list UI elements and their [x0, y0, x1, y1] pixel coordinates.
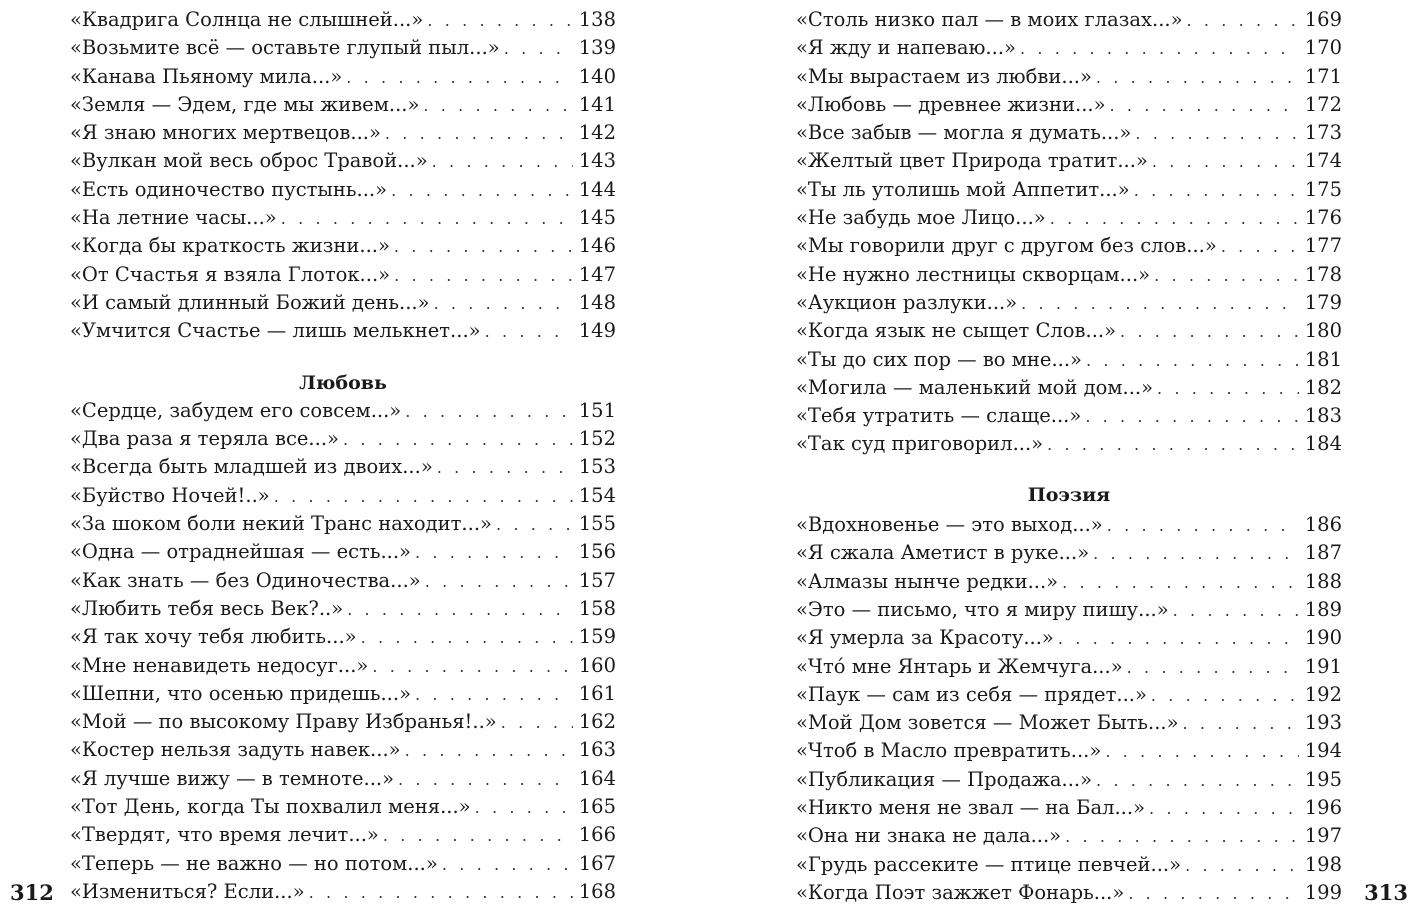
- toc-entry-page: 178: [1304, 262, 1342, 286]
- toc-entry-page: 191: [1304, 654, 1342, 678]
- dot-leader: [1134, 177, 1299, 205]
- dot-leader: [394, 262, 573, 290]
- dot-leader: [1058, 625, 1299, 653]
- toc-entry-title: «Мой Дом зовется — Может Быть...»: [796, 711, 1179, 735]
- toc-entry-page: 169: [1304, 8, 1342, 31]
- toc-entry-title: «Я лучше вижу — в темноте...»: [70, 766, 395, 790]
- dot-leader: [1021, 290, 1299, 318]
- toc-entry-page: 180: [1304, 319, 1342, 343]
- dot-leader: [1047, 431, 1299, 459]
- toc-entry: [796, 232, 1342, 260]
- toc-group: [70, 397, 616, 906]
- toc-entry-page: 140: [578, 64, 616, 88]
- dot-leader: [1093, 540, 1299, 568]
- toc-entry-page: 188: [1304, 569, 1342, 593]
- toc-entry-title: «Вулкан мой весь оброс Травой...»: [70, 149, 428, 173]
- toc-entry: [796, 402, 1342, 430]
- dot-leader: [405, 398, 573, 426]
- dot-leader: [1086, 347, 1299, 375]
- toc-entry: [796, 596, 1342, 624]
- toc-entry: [70, 91, 616, 119]
- toc-entry: [70, 425, 616, 453]
- toc-entry-title: «Мой — по высокому Праву Избранья!..»: [70, 710, 497, 734]
- toc-entry: [70, 765, 616, 793]
- dot-leader: [346, 64, 572, 92]
- toc-entry-title: «Я знаю многих мертвецов...»: [70, 121, 381, 145]
- dot-leader: [1185, 852, 1299, 880]
- toc-entry: [70, 204, 616, 232]
- section-heading-love: Любовь: [299, 371, 387, 394]
- dot-leader: [383, 822, 573, 850]
- dot-leader: [1183, 710, 1299, 738]
- dot-leader: [1135, 120, 1298, 148]
- toc-group: [70, 6, 616, 346]
- toc-entry: [70, 232, 616, 260]
- toc-entry-page: 148: [578, 290, 616, 314]
- toc-entry-page: 161: [578, 681, 616, 705]
- toc-entry-title: «Канава Пьяному мила...»: [70, 64, 343, 88]
- toc-entry: [70, 878, 616, 906]
- dot-leader: [347, 596, 573, 624]
- toc-entry: [70, 63, 616, 91]
- toc-entry-title: «От Счастья я взяла Глоток...»: [70, 262, 391, 286]
- dot-leader: [1154, 262, 1299, 290]
- toc-entry: [70, 482, 616, 510]
- toc-entry: [70, 34, 616, 62]
- toc-entry: [796, 374, 1342, 402]
- dot-leader: [434, 290, 573, 318]
- toc-entry: [796, 119, 1342, 147]
- dot-leader: [432, 148, 573, 176]
- toc-entry: [796, 709, 1342, 737]
- toc-entry-title: «Это — письмо, что я миру пишу...»: [796, 597, 1169, 621]
- toc-entry: [70, 821, 616, 849]
- toc-entry-page: 182: [1304, 375, 1342, 399]
- toc-entry: [796, 176, 1342, 204]
- dot-leader: [496, 511, 573, 539]
- dot-leader: [394, 233, 573, 261]
- dot-leader: [425, 568, 573, 596]
- toc-entry-page: 193: [1304, 711, 1342, 735]
- toc-entry: [796, 430, 1342, 458]
- toc-entry-page: 197: [1304, 824, 1342, 848]
- dot-leader: [415, 539, 573, 567]
- toc-entry: [796, 766, 1342, 794]
- toc-entry-title: «Грудь рассеките — птице певчей...»: [796, 852, 1182, 876]
- toc-entry-title: «Тот День, когда Ты похвалил меня...»: [70, 795, 471, 819]
- toc-entry-title: «Два раза я теряла все...»: [70, 427, 339, 451]
- toc-group: [796, 511, 1342, 907]
- toc-entry-page: 176: [1304, 206, 1342, 230]
- toc-entry-title: «Я жду и напеваю...»: [796, 36, 1016, 60]
- dot-leader: [1128, 880, 1298, 908]
- toc-entry: [796, 822, 1342, 850]
- dot-leader: [1173, 597, 1299, 625]
- toc-entry-title: «Я умерла за Красоту...»: [796, 626, 1054, 650]
- toc-entry-page: 171: [1304, 64, 1342, 88]
- toc-entry-title: «Всегда быть младшей из двоих...»: [70, 455, 433, 479]
- toc-entry-page: 177: [1304, 234, 1342, 258]
- dot-leader: [361, 624, 573, 652]
- section-heading-poetry: Поэзия: [1027, 483, 1111, 506]
- toc-entry-title: «Алмазы нынче редки...»: [796, 569, 1059, 593]
- toc-entry-page: 143: [578, 149, 616, 173]
- toc-entry-title: «Мы говорили друг с другом без слов...»: [796, 234, 1217, 258]
- toc-entry: [70, 567, 616, 595]
- dot-leader: [423, 92, 572, 120]
- toc-entry-page: 156: [578, 540, 616, 564]
- dot-leader: [1151, 682, 1299, 710]
- toc-entry: [796, 539, 1342, 567]
- toc-entry-title: «Вдохновенье — это выход...»: [796, 513, 1103, 537]
- toc-entry: [796, 289, 1342, 317]
- toc-entry-title: «Публикация — Продажа...»: [796, 767, 1093, 791]
- toc-entry-title: «Желтый цвет Природа тратит...»: [796, 149, 1148, 173]
- toc-entry-title: «На летние часы...»: [70, 206, 277, 230]
- toc-entry: [70, 850, 616, 878]
- dot-leader: [274, 483, 573, 511]
- toc-entry: [70, 397, 616, 425]
- dot-leader: [1157, 375, 1299, 403]
- dot-leader: [398, 766, 573, 794]
- toc-entry: [796, 261, 1342, 289]
- toc-entry-page: 155: [578, 512, 616, 536]
- toc-entry: [70, 538, 616, 566]
- dot-leader: [405, 737, 573, 765]
- dot-leader: [1062, 569, 1299, 597]
- toc-entry: [70, 652, 616, 680]
- toc-entry: [796, 204, 1342, 232]
- toc-entry: [70, 261, 616, 289]
- page-number-left: 312: [10, 880, 54, 905]
- toc-entry-title: «Что́ мне Янтарь и Жемчуга...»: [796, 654, 1123, 678]
- toc-group: [796, 6, 1342, 459]
- dot-leader: [475, 794, 573, 822]
- toc-entry-title: «Есть одиночество пустынь...»: [70, 177, 388, 201]
- toc-entry-title: «Когда Поэт зажжет Фонарь...»: [796, 880, 1125, 904]
- right-page-toc: [796, 6, 1342, 907]
- dot-leader: [442, 851, 573, 879]
- dot-leader: [504, 35, 573, 63]
- toc-entry-page: 194: [1304, 739, 1342, 763]
- toc-entry-page: 167: [578, 851, 616, 875]
- dot-leader: [1149, 795, 1299, 823]
- toc-entry-title: «Все забыв — могла я думать...»: [796, 121, 1132, 145]
- toc-entry-title: «За шоком боли некий Транс находит...»: [70, 512, 492, 536]
- toc-entry: [796, 681, 1342, 709]
- toc-entry: [70, 680, 616, 708]
- toc-entry-page: 199: [1304, 880, 1342, 904]
- toc-entry-title: «Могила — маленький мой дом...»: [796, 375, 1154, 399]
- dot-leader: [1065, 823, 1299, 851]
- dot-leader: [437, 454, 573, 482]
- dot-leader: [372, 653, 572, 681]
- toc-entry: [70, 119, 616, 147]
- toc-entry-page: 170: [1304, 36, 1342, 60]
- toc-entry-page: 175: [1304, 177, 1342, 201]
- toc-entry-page: 153: [578, 455, 616, 479]
- toc-entry-title: «Ты ль утолишь мой Аппетит...»: [796, 177, 1130, 201]
- toc-entry-page: 187: [1304, 541, 1342, 565]
- toc-entry-title: «Так суд приговорил...»: [796, 432, 1044, 456]
- dot-leader: [1107, 512, 1299, 540]
- toc-entry: [796, 346, 1342, 374]
- toc-entry-title: «Мы вырастаем из любви...»: [796, 64, 1092, 88]
- toc-entry: [796, 91, 1342, 119]
- toc-entry-title: «Буйство Ночей!..»: [70, 483, 270, 507]
- toc-entry-title: «Столь низко пал — в моих глазах...»: [796, 8, 1183, 31]
- toc-entry-page: 159: [578, 625, 616, 649]
- toc-entry-page: 186: [1304, 513, 1342, 537]
- toc-entry: [70, 708, 616, 736]
- toc-entry-title: «Я сжала Аметист в руке...»: [796, 541, 1090, 565]
- toc-entry-title: «Когда бы краткость жизни...»: [70, 234, 390, 258]
- toc-entry-title: «Одна — отраднейшая — есть...»: [70, 540, 411, 564]
- dot-leader: [309, 879, 573, 907]
- toc-entry: [70, 595, 616, 623]
- toc-entry-page: 190: [1304, 626, 1342, 650]
- toc-entry-page: 166: [578, 823, 616, 847]
- dot-leader: [1020, 35, 1299, 63]
- toc-entry-page: 145: [578, 206, 616, 230]
- toc-entry-title: «Сердце, забудем его совсем...»: [70, 398, 402, 422]
- toc-entry: [70, 289, 616, 317]
- toc-entry: [796, 624, 1342, 652]
- toc-entry-title: «Земля — Эдем, где мы живем...»: [70, 92, 420, 116]
- toc-entry-page: 172: [1304, 92, 1342, 116]
- toc-entry-title: «И самый длинный Божий день...»: [70, 290, 430, 314]
- dot-leader: [281, 205, 573, 233]
- toc-entry-page: 162: [578, 710, 616, 734]
- dot-leader: [1127, 654, 1299, 682]
- toc-entry-title: «Шепни, что осенью придешь...»: [70, 681, 412, 705]
- toc-entry: [70, 510, 616, 538]
- toc-entry-page: 147: [578, 262, 616, 286]
- toc-entry: [796, 6, 1342, 34]
- toc-entry: [796, 794, 1342, 822]
- toc-entry-title: «Чтоб в Масло превратить...»: [796, 739, 1102, 763]
- toc-entry-page: 164: [578, 766, 616, 790]
- toc-entry-page: 179: [1304, 290, 1342, 314]
- toc-entry: [796, 879, 1342, 907]
- dot-leader: [391, 177, 573, 205]
- toc-entry: [70, 623, 616, 651]
- toc-entry-title: «Она ни знака не дала...»: [796, 824, 1062, 848]
- toc-entry-title: «Теперь — не важно — но потом...»: [70, 851, 438, 875]
- dot-leader: [1152, 148, 1299, 176]
- toc-entry-page: 142: [578, 121, 616, 145]
- dot-leader: [1096, 64, 1299, 92]
- dot-leader: [415, 681, 573, 709]
- toc-entry: [70, 317, 616, 345]
- toc-entry-page: 184: [1304, 432, 1342, 456]
- toc-entry-title: «Любовь — древнее жизни...»: [796, 92, 1106, 116]
- toc-entry-page: 157: [578, 568, 616, 592]
- toc-entry: [796, 63, 1342, 91]
- dot-leader: [1120, 318, 1299, 346]
- toc-entry-title: «Мне ненавидеть недосуг...»: [70, 653, 369, 677]
- dot-leader: [1096, 767, 1299, 795]
- toc-entry-page: 168: [578, 879, 616, 903]
- left-page-toc: [70, 6, 616, 906]
- toc-entry-title: «Возьмите всё — оставьте глупый пыл...»: [70, 36, 500, 60]
- toc-entry: [796, 737, 1342, 765]
- dot-leader: [1221, 233, 1299, 261]
- toc-entry-page: 183: [1304, 404, 1342, 428]
- toc-entry-title: «Не забудь мое Лицо...»: [796, 206, 1046, 230]
- dot-leader: [1085, 403, 1298, 431]
- toc-entry-page: 181: [1304, 347, 1342, 371]
- dot-leader: [427, 7, 572, 35]
- toc-entry-page: 173: [1304, 121, 1342, 145]
- page-number-right: 313: [1364, 880, 1408, 905]
- dot-leader: [485, 318, 573, 346]
- dot-leader: [501, 709, 573, 737]
- toc-entry: [70, 176, 616, 204]
- toc-entry: [796, 851, 1342, 879]
- toc-entry-page: 138: [578, 8, 616, 31]
- toc-entry-page: 192: [1304, 682, 1342, 706]
- dot-leader: [343, 426, 573, 454]
- toc-entry-title: «Как знать — без Одиночества...»: [70, 568, 421, 592]
- toc-entry: [70, 6, 616, 34]
- toc-entry: [796, 568, 1342, 596]
- toc-entry-page: 198: [1304, 852, 1342, 876]
- toc-entry-page: 144: [578, 177, 616, 201]
- toc-entry-page: 146: [578, 234, 616, 258]
- toc-entry-title: «Никто меня не звал — на Бал...»: [796, 796, 1146, 820]
- toc-entry: [796, 317, 1342, 345]
- toc-entry: [796, 511, 1342, 539]
- toc-entry-title: «Аукцион разлуки...»: [796, 290, 1018, 314]
- toc-entry: [796, 147, 1342, 175]
- toc-entry-page: 195: [1304, 767, 1342, 791]
- toc-entry-title: «Костер нельзя задуть навек...»: [70, 738, 401, 762]
- toc-entry-title: «Паук — сам из себя — прядет...»: [796, 682, 1147, 706]
- toc-entry-page: 141: [578, 92, 616, 116]
- toc-entry-page: 139: [578, 36, 616, 60]
- toc-entry-page: 152: [578, 427, 616, 451]
- toc-entry-page: 196: [1304, 796, 1342, 820]
- toc-entry-page: 189: [1304, 597, 1342, 621]
- toc-entry: [70, 147, 616, 175]
- toc-entry: [70, 736, 616, 764]
- toc-entry-page: 158: [578, 596, 616, 620]
- dot-leader: [385, 120, 573, 148]
- dot-leader: [1050, 205, 1299, 233]
- toc-entry: [70, 453, 616, 481]
- toc-entry-title: «Квадрига Солнца не слышней...»: [70, 8, 424, 31]
- toc-entry-page: 174: [1304, 149, 1342, 173]
- toc-entry-page: 163: [578, 738, 616, 762]
- toc-entry-title: «Твердят, что время лечит...»: [70, 823, 379, 847]
- dot-leader: [1110, 92, 1299, 120]
- toc-entry-title: «Любить тебя весь Век?..»: [70, 596, 344, 620]
- toc-entry: [796, 653, 1342, 681]
- toc-entry-page: 151: [578, 398, 616, 422]
- toc-entry-title: «Умчится Счастье — лишь мелькнет...»: [70, 319, 481, 343]
- toc-entry-page: 165: [578, 795, 616, 819]
- toc-entry-page: 160: [578, 653, 616, 677]
- toc-entry-page: 149: [578, 319, 616, 343]
- toc-entry-title: «Ты до сих пор — во мне...»: [796, 347, 1082, 371]
- toc-entry-title: «Когда язык не сыщет Слов...»: [796, 319, 1117, 343]
- toc-entry: [70, 793, 616, 821]
- toc-entry-title: «Измениться? Если...»: [70, 879, 305, 903]
- toc-entry-title: «Тебя утратить — слаще...»: [796, 404, 1082, 428]
- toc-entry: [796, 34, 1342, 62]
- dot-leader: [1187, 7, 1299, 35]
- toc-entry-title: «Не нужно лестницы скворцам...»: [796, 262, 1151, 286]
- dot-leader: [1105, 738, 1298, 766]
- toc-entry-page: 154: [578, 483, 616, 507]
- toc-entry-title: «Я так хочу тебя любить...»: [70, 625, 357, 649]
